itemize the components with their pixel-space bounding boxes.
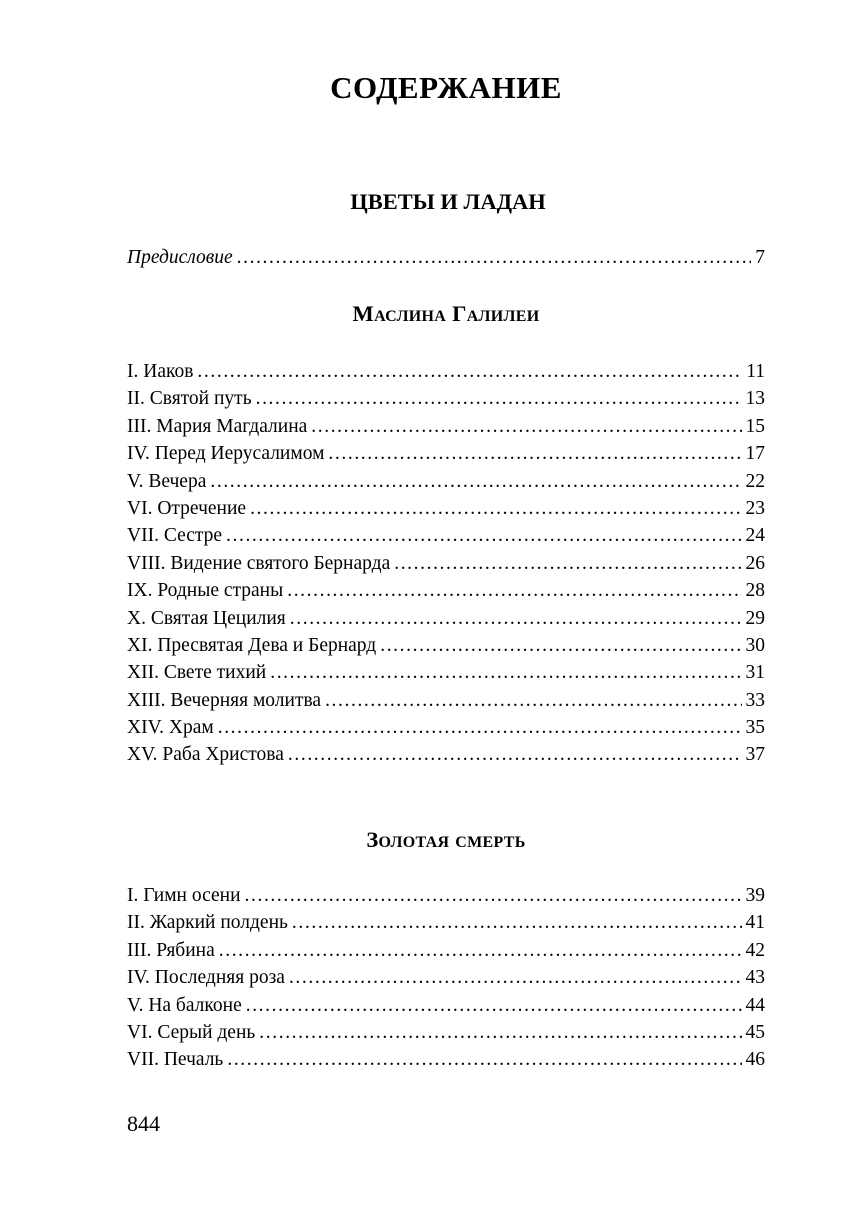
toc-list-section-1 <box>127 358 765 769</box>
toc-entry-page: 41 <box>745 912 765 934</box>
section-title: Золотая смерть <box>366 827 526 852</box>
toc-entry-label: V. На балконе <box>127 994 242 1016</box>
toc-entry-page: 22 <box>745 470 765 492</box>
toc-entry-label: I. Иаков <box>127 361 194 382</box>
toc-entry-page: 31 <box>745 662 765 684</box>
toc-list-section-2 <box>127 882 765 1074</box>
toc-entry-page: 44 <box>745 994 765 1016</box>
dot-leader <box>227 1046 741 1073</box>
toc-entry[interactable] <box>127 468 765 495</box>
dot-leader <box>218 714 742 741</box>
toc-entry-label: X. Святая Цецилия <box>127 607 286 629</box>
toc-entry-label: VIII. Видение святого Бернарда <box>127 552 391 574</box>
toc-entry[interactable] <box>127 741 765 768</box>
dot-leader <box>394 550 741 577</box>
dot-leader <box>380 632 741 659</box>
toc-entry[interactable] <box>127 385 765 412</box>
toc-entry-label: VI. Отречение <box>127 497 247 519</box>
dot-leader <box>256 385 742 412</box>
toc-entry-label: II. Жаркий полдень <box>127 912 288 934</box>
dot-leader <box>246 992 742 1019</box>
dot-leader <box>290 605 742 632</box>
dot-leader <box>259 1019 741 1046</box>
toc-entry-label: XIII. Вечерняя молитва <box>127 689 322 711</box>
preface-list <box>127 244 765 271</box>
toc-entry-label: V. Вечера <box>127 470 207 492</box>
toc-entry-label: XIV. Храм <box>127 717 214 739</box>
toc-entry[interactable] <box>127 714 765 741</box>
toc-entry-label: II. Святой путь <box>127 388 252 410</box>
toc-entry[interactable] <box>127 882 765 909</box>
toc-entry-page: 46 <box>745 1049 765 1071</box>
toc-entry-page: 24 <box>745 525 765 547</box>
toc-entry[interactable] <box>127 605 765 632</box>
toc-entry-page: 13 <box>745 388 765 410</box>
dot-leader <box>288 741 742 768</box>
toc-entry-page: 33 <box>745 689 765 711</box>
toc-entry[interactable] <box>127 909 765 936</box>
toc-entry-label: IX. Родные страны <box>127 580 284 602</box>
toc-entry-preface[interactable] <box>127 244 765 271</box>
toc-entry-page: 28 <box>745 580 765 602</box>
toc-entry[interactable] <box>127 659 765 686</box>
toc-entry[interactable] <box>127 1019 765 1046</box>
toc-entry-label: VII. Печаль <box>127 1049 224 1071</box>
dot-leader <box>226 522 741 549</box>
dot-leader <box>325 687 741 714</box>
toc-entry[interactable] <box>127 440 765 467</box>
toc-entry-page: 17 <box>745 443 765 465</box>
toc-entry-label: Предисловие <box>127 247 233 268</box>
toc-entry-page: 29 <box>745 607 765 629</box>
toc-entry[interactable] <box>127 687 765 714</box>
part-title: ЦВЕТЫ И ЛАДАН <box>350 189 546 214</box>
toc-entry-page: 42 <box>745 939 765 961</box>
section-title: Маслина Галилеи <box>352 301 540 326</box>
toc-entry[interactable] <box>127 413 765 440</box>
toc-entry-label: XII. Свете тихий <box>127 662 267 684</box>
toc-entry[interactable] <box>127 522 765 549</box>
dot-leader <box>292 909 742 936</box>
toc-entry[interactable] <box>127 358 765 385</box>
toc-entry-page: 11 <box>746 361 765 382</box>
dot-leader <box>245 882 742 909</box>
dot-leader <box>311 413 741 440</box>
dot-leader <box>287 577 741 604</box>
toc-entry-label: VI. Серый день <box>127 1021 256 1043</box>
toc-entry[interactable] <box>127 964 765 991</box>
toc-entry-page: 30 <box>745 634 765 656</box>
toc-entry-page: 45 <box>745 1021 765 1043</box>
toc-entry-page: 23 <box>745 497 765 519</box>
toc-entry-label: I. Гимн осени <box>127 885 241 906</box>
dot-leader <box>219 937 742 964</box>
page-title: СОДЕРЖАНИЕ <box>330 70 562 105</box>
toc-entry-page: 7 <box>755 247 765 268</box>
toc-entry-label: VII. Сестре <box>127 525 223 547</box>
toc-entry-label: III. Мария Магдалина <box>127 415 308 437</box>
toc-entry-page: 15 <box>745 415 765 437</box>
toc-entry[interactable] <box>127 937 765 964</box>
dot-leader <box>250 495 741 522</box>
dot-leader <box>237 244 752 271</box>
toc-entry-page: 39 <box>745 885 765 906</box>
toc-entry-page: 43 <box>745 967 765 989</box>
toc-entry[interactable] <box>127 577 765 604</box>
toc-entry-label: IV. Последняя роза <box>127 967 285 989</box>
dot-leader <box>328 440 741 467</box>
toc-entry-label: XI. Пресвятая Дева и Бернард <box>127 634 377 656</box>
toc-entry-label: IV. Перед Иерусалимом <box>127 443 325 465</box>
toc-entry-label: XV. Раба Христова <box>127 744 284 766</box>
toc-entry-page: 26 <box>745 552 765 574</box>
dot-leader <box>197 358 742 385</box>
dot-leader <box>210 468 741 495</box>
toc-entry-page: 35 <box>745 717 765 739</box>
toc-entry[interactable] <box>127 1046 765 1073</box>
page-number: 844 <box>127 1111 160 1136</box>
toc-entry-page: 37 <box>745 744 765 766</box>
dot-leader <box>270 659 741 686</box>
toc-entry[interactable] <box>127 632 765 659</box>
toc-entry-label: III. Рябина <box>127 939 215 961</box>
toc-entry[interactable] <box>127 550 765 577</box>
toc-entry[interactable] <box>127 495 765 522</box>
dot-leader <box>289 964 742 991</box>
toc-entry[interactable] <box>127 992 765 1019</box>
